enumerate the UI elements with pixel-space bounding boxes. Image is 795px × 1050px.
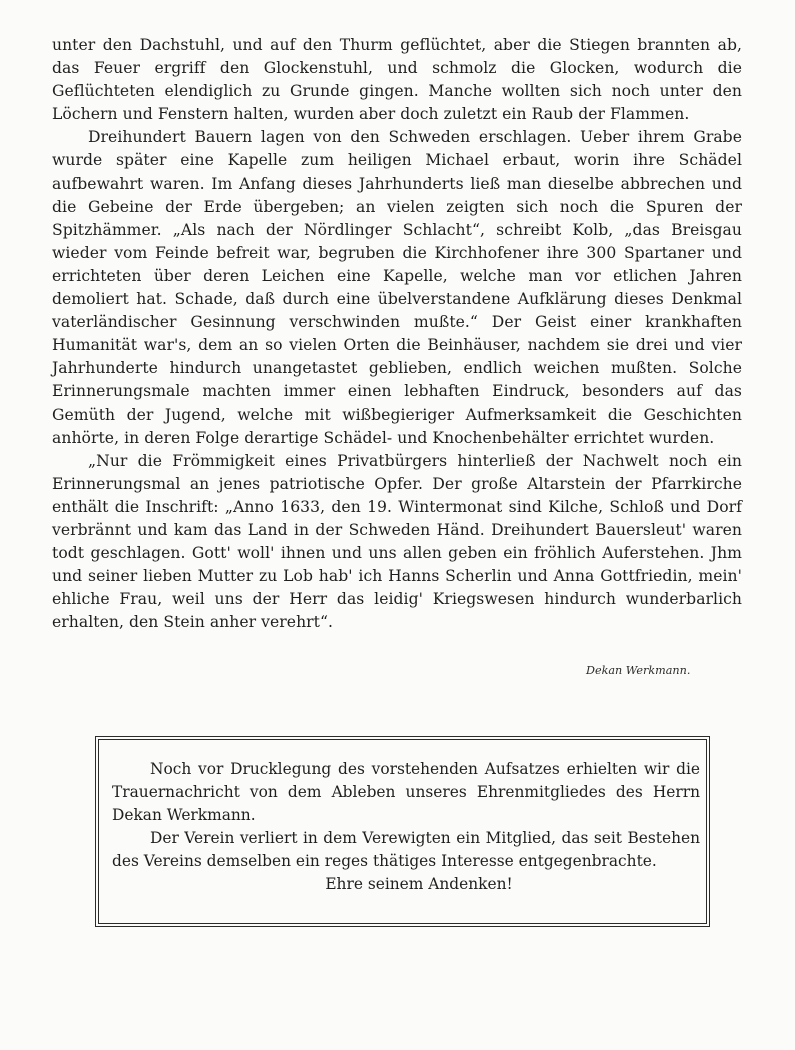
notice-closing: Ehre seinem Andenken! — [325, 875, 513, 893]
author-signature: Dekan Werkmann. — [586, 664, 691, 677]
article-paragraph-2: Dreihundert Bauern lagen von den Schweden erschlagen. Ueber ihrem Grabe wurde später eine Kapelle zum heiligen Michael erbaut, worin ihre Schädel aufbewahrt waren. Im Anfang dieses Jahrhunderts ließ man dieselbe abbrechen und die Gebeine der Erde übergeben; an vielen zeigten sich noch die Spuren der Spitzhämmer. „Als nach der Nördlinger Schlacht“, schreibt Kolb, „das Breisgau wieder vom Feinde befreit war, begruben die Kirchhofener ihre 300 Spartaner und errichteten über deren Leichen eine Kapelle, welche man vor etlichen Jahren demoliert hat. Schade, daß durch eine übelverstandene Aufklärung dieses Denkmal vaterländischer Gesinnung verschwinden mußte.“ Der Geist einer krankhaften Humanität war's, dem an so vielen Orten die Beinhäuser, nachdem sie drei und vier Jahrhunderte hindurch unangetastet geblieben, endlich weichen mußten. Solche Erinnerungsmale machten immer einen lebhaften Eindruck, besonders auf das Gemüth der Jugend, welche mit wißbegieriger Aufmerksamkeit die Geschichten anhörte, in deren Folge derartige Schädel- und Knochenbehälter errichtet wurden. — [52, 128, 742, 447]
obituary-notice-box — [95, 736, 710, 927]
article-paragraph-3: „Nur die Frömmigkeit eines Privatbürgers hinterließ der Nachwelt noch ein Erinnerungsmal an jenes patriotische Opfer. Der große Altarstein der Pfarrkirche enthält die Inschrift: „Anno 1633, den 19. Wintermonat sind Kilche, Schloß und Dorf verbrännt und kam das Land in der Schweden Händ. Dreihundert Bauersleut' waren todt geschlagen. Gott' woll' ihnen und uns allen geben ein fröhlich Auferstehen. Jhm und seiner lieben Mutter zu Lob hab' ich Hanns Scherlin und Anna Gottfriedin, mein' ehliche Frau, weil uns der Herr das leidig' Kriegswesen hindurch wunderbarlich erhalten, den Stein anher verehrt“. — [52, 451, 742, 632]
notice-paragraph-2: Der Verein verliert in dem Verewigten ein Mitglied, das seit Bestehen des Vereins demselben ein reges thätiges Interesse entgegenbrachte. — [112, 829, 700, 870]
notice-paragraph-1: Noch vor Drucklegung des vorstehenden Aufsatzes erhielten wir die Trauernachricht von dem Ableben unseres Ehrenmitgliedes des Herrn Dekan Werkmann. — [112, 760, 700, 824]
article-paragraph-1: unter den Dachstuhl, und auf den Thurm geflüchtet, aber die Stiegen brannten ab, das Feuer ergriff den Glockenstuhl, und schmolz die Glocken, wodurch die Geflüchteten elendiglich zu Grunde gingen. Manche wollten sich noch unter den Löchern und Fenstern halten, wurden aber doch zuletzt ein Raub der Flammen. — [52, 36, 742, 124]
obituary-notice-text — [112, 758, 700, 896]
article-body — [52, 34, 742, 634]
